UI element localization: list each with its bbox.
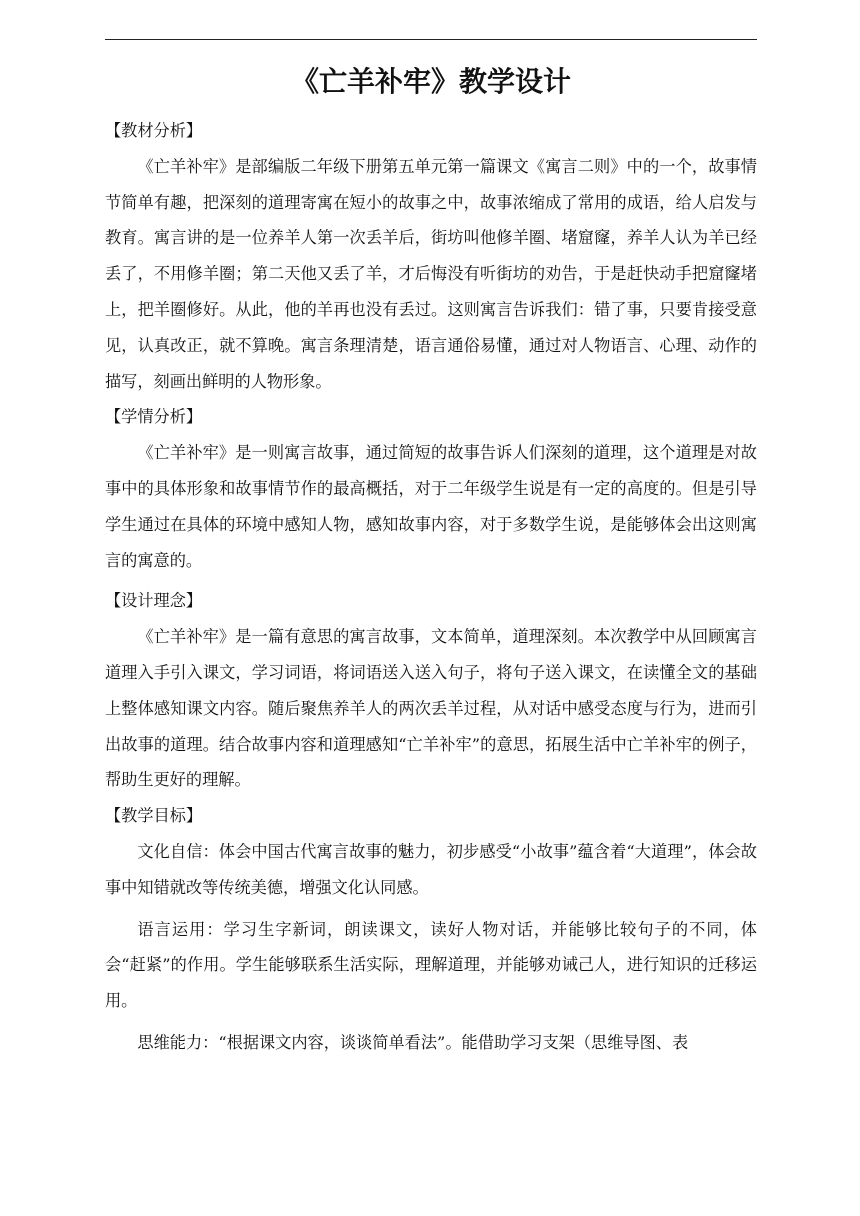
- section-paragraph: 《亡羊补牢》是部编版二年级下册第五单元第一篇课文《寓言二则》中的一个，故事情节简单有趣，把深刻的道理寄寓在短小的故事之中，故事浓缩成了常用的成语，给人启发与教育。寓言讲的是一位养羊人第一次丢羊后，街坊叫他修羊圈、堵窟窿，养羊人认为羊已经丢了，不用修羊圈；第二天他又丢了羊，才后悔没有听街坊的劝告，于是赶快动手把窟窿堵上，把羊圈修好。从此，他的羊再也没有丢过。这则寓言告诉我们：错了事，只要肯接受意见，认真改正，就不算晚。寓言条理清楚，语言通俗易懂，通过对人物语言、心理、动作的描写，刻画出鲜明的人物形象。: [105, 156, 757, 391]
- section-heading: 【学情分析】: [105, 407, 203, 427]
- document-title: 《亡羊补牢》教学设计: [290, 65, 571, 98]
- section-heading: 【教材分析】: [105, 121, 203, 140]
- section-design-concept: [105, 583, 757, 798]
- section-heading: 【教学目标】: [105, 806, 203, 826]
- goal-paragraph-culture: 文化自信：体会中国古代寓言故事的魅力，初步感受“小故事”蕴含着“大道理”，体会故事中知错就改等传统美德，增强文化认同感。: [105, 841, 757, 897]
- section-paragraph: 《亡羊补牢》是一篇有意思的寓言故事，文本简单，道理深刻。本次教学中从回顾寓言道理入手引入课文，学习词语，将词语送入送入句子，将句子送入课文，在读懂全文的基础上整体感知课文内容。随后聚焦养羊人的两次丢羊过程，从对话中感受态度与行为，进而引出故事的道理。结合故事内容和道理感知“亡羊补牢”的意思，拓展生活中亡羊补牢的例子，帮助生更好的理解。: [105, 627, 757, 790]
- section-paragraph: 《亡羊补牢》是一则寓言故事，通过简短的故事告诉人们深刻的道理，这个道理是对故事中的具体形象和故事情节作的最高概括，对于二年级学生说是有一定的高度的。但是引导学生通过在具体的环境中感知人物，感知故事内容，对于多数学生说，是能够体会出这则寓言的寓意的。: [105, 443, 757, 570]
- goal-paragraph-language: 语言运用：学习生字新词，朗读课文，读好人物对话，并能够比较句子的不同，体会“赶紧”的作用。学生能够联系生活实际，理解道理，并能够劝诫己人，进行知识的迁移运用。: [105, 919, 757, 1011]
- document-body: [105, 113, 757, 1061]
- section-heading: 【设计理念】: [105, 591, 203, 611]
- section-teaching-goals: [105, 798, 757, 1061]
- section-student-analysis: [105, 399, 757, 578]
- header-rule: [105, 39, 757, 40]
- section-textbook-analysis: [105, 113, 757, 399]
- goal-paragraph-thinking: 思维能力：“根据课文内容，谈谈简单看法”。能借助学习支架（思维导图、表: [137, 1032, 689, 1052]
